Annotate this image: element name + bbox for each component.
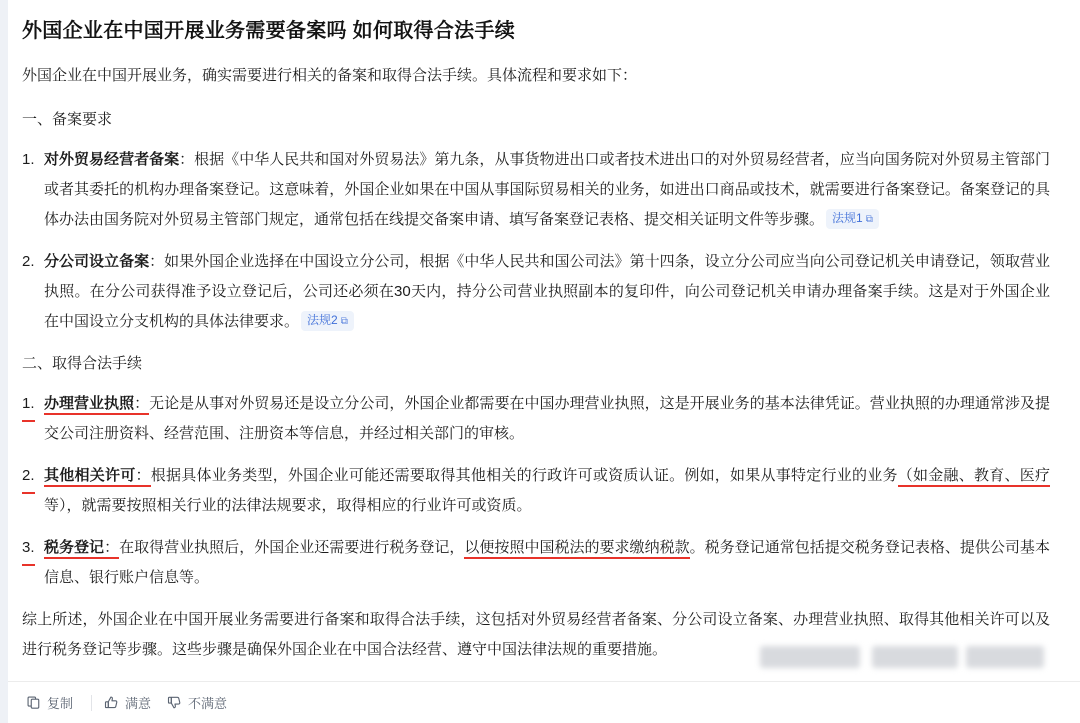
external-link-icon: ⧉ bbox=[340, 316, 348, 327]
like-button[interactable] bbox=[102, 689, 165, 716]
list-item-body: 如果外国企业选择在中国设立分公司，根据《中华人民共和国公司法》第十四条，设立分公司应当向公司登记机关申请登记，领取营业执照。在分公司获得准予设立登记后，公司还必须在30天内，持分公司营业执照副本的复印件，向公司登记机关申请办理备案手续。这是对于外国企业在中国设立分支机构的具体法律要求。 bbox=[44, 253, 1050, 330]
list-item-body-highlight: 以便按照中国税法的要求缴纳税款 bbox=[464, 539, 689, 559]
list-item bbox=[22, 533, 1050, 593]
list-item bbox=[22, 389, 1050, 449]
reference-chip-2[interactable] bbox=[301, 311, 354, 331]
list-item-label: 对外贸易经营者备案 bbox=[44, 151, 180, 168]
left-rail bbox=[0, 0, 8, 723]
list-item-body: 根据《中华人民共和国对外贸易法》第九条，从事货物进出口或者技术进出口的对外贸易经营者，应当向国务院对外贸易主管部门或者其委托的机构办理备案登记。这意味着，外国企业如果在中国从事国际贸易相关的业务，如进出口商品或技术，就需要进行备案登记。备案登记的具体办法由国务院对外贸易主管部门规定，通常包括在线提交备案申请、填写备案登记表格、提交相关证明文件等步骤。 bbox=[44, 151, 1050, 228]
list-item-colon: ： bbox=[104, 539, 119, 559]
list-item-body: 无论是从事对外贸易还是设立分公司，外国企业都需要在中国办理营业执照，这是开展业务的基本法律凭证。营业执照的办理通常涉及提交公司注册资料、经营范围、注册资本等信息，并经过相关部门的审核。 bbox=[44, 395, 1050, 442]
action-divider bbox=[91, 695, 92, 711]
section-1-heading: 一、备案要求 bbox=[22, 111, 113, 128]
reference-chip-label: 法规1 bbox=[832, 211, 863, 225]
list-item-body-post: 。税务登记通常包括提交税务登记表格、提供公司基本信息、银行账户信息等。 bbox=[44, 539, 1050, 586]
thumbs-up-icon bbox=[104, 695, 119, 710]
scrollbar[interactable] bbox=[1072, 0, 1080, 681]
list-item-colon: ： bbox=[135, 467, 150, 487]
dislike-button[interactable] bbox=[165, 689, 241, 716]
section-2-heading: 二、取得合法手续 bbox=[22, 355, 143, 372]
list-item-number: 3. bbox=[22, 533, 35, 566]
list-item bbox=[22, 461, 1050, 521]
redacted-region-2 bbox=[872, 646, 958, 668]
list-item-label: 其他相关许可 bbox=[44, 467, 135, 487]
list-item-body-pre: 根据具体业务类型，外国企业可能还需要取得其他相关的行政许可或资质认证。例如，如果从事特定行业的业务 bbox=[150, 467, 898, 484]
list-item bbox=[22, 247, 1050, 337]
thumbs-down-icon bbox=[167, 695, 182, 710]
list-item-label: 分公司设立备案 bbox=[44, 253, 150, 270]
list-item-number: 2. bbox=[22, 253, 35, 270]
list-item bbox=[22, 145, 1050, 235]
list-item-label: 办理营业执照 bbox=[44, 395, 134, 415]
list-item-colon: ： bbox=[179, 151, 195, 168]
answer-content bbox=[8, 0, 1072, 681]
action-bar bbox=[8, 681, 1080, 723]
reference-chip-1[interactable] bbox=[826, 209, 879, 229]
redacted-region-3 bbox=[966, 646, 1044, 668]
list-item-colon: ： bbox=[134, 395, 149, 415]
list-item-body-pre: 在取得营业执照后，外国企业还需要进行税务登记， bbox=[119, 539, 465, 556]
list-item-label: 税务登记 bbox=[44, 539, 104, 559]
page-title: 外国企业在中国开展业务需要备案吗 如何取得合法手续 bbox=[22, 20, 516, 42]
dislike-button-label: 不满意 bbox=[188, 696, 228, 711]
redacted-region-1 bbox=[760, 646, 860, 668]
list-item-body-post: 等），就需要按照相关行业的法律法规要求，取得相应的行业许可或资质。 bbox=[44, 497, 532, 514]
list-item-number: 1. bbox=[22, 151, 35, 168]
list-item-number: 1. bbox=[22, 389, 35, 422]
external-link-icon: ⧉ bbox=[865, 214, 873, 225]
list-item-colon: ： bbox=[149, 253, 165, 270]
intro-paragraph: 外国企业在中国开展业务，确实需要进行相关的备案和取得合法手续。具体流程和要求如下： bbox=[22, 67, 638, 84]
list-item-number: 2. bbox=[22, 461, 35, 494]
reference-chip-label: 法规2 bbox=[307, 313, 338, 327]
copy-icon bbox=[26, 695, 41, 710]
like-button-label: 满意 bbox=[125, 696, 152, 711]
copy-button[interactable] bbox=[24, 689, 87, 716]
summary-paragraph: 综上所述，外国企业在中国开展业务需要进行备案和取得合法手续，这包括对外贸易经营者备案、分公司设立备案、办理营业执照、取得其他相关许可以及进行税务登记等步骤。这些步骤是确保外国企业在中国合法经营、遵守中国法律法规的重要措施。 bbox=[22, 611, 1050, 658]
list-item-body-highlight: （如金融、教育、医疗 bbox=[898, 467, 1050, 487]
copy-button-label: 复制 bbox=[47, 696, 74, 711]
